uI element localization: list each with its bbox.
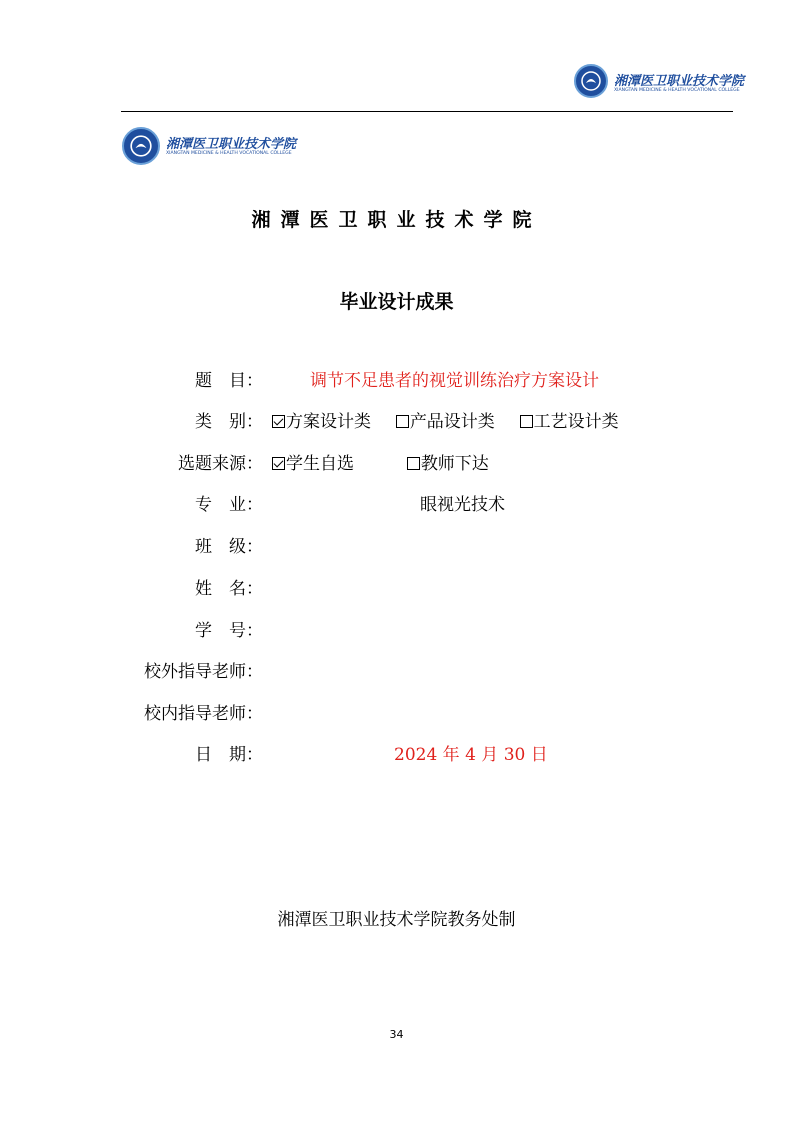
internal-advisor-label: 校内指导老师： bbox=[144, 704, 263, 724]
student-id-label: 学 号： bbox=[195, 621, 263, 641]
category-option-label: 产品设计类 bbox=[409, 412, 495, 432]
name-label: 姓 名： bbox=[195, 579, 263, 599]
header-logo-english: XIANGTAN MEDICINE & HEALTH VOCATIONAL COLLEGE bbox=[614, 88, 740, 93]
major-value: 眼视光技术 bbox=[420, 495, 505, 515]
category-label: 类 别： bbox=[195, 412, 263, 432]
category-option-label: 方案设计类 bbox=[286, 412, 371, 432]
issuer-footer: 湘潭医卫职业技术学院教务处制 bbox=[277, 910, 516, 930]
external-advisor-label: 校外指导老师： bbox=[144, 662, 263, 682]
document-subtitle: 毕业设计成果 bbox=[339, 291, 454, 313]
source-label: 选题来源： bbox=[178, 454, 263, 474]
source-option-label: 教师下达 bbox=[420, 454, 489, 474]
college-emblem-icon bbox=[574, 64, 608, 98]
college-emblem-icon bbox=[122, 127, 160, 165]
category-options bbox=[272, 407, 619, 432]
logo-english: XIANGTAN MEDICINE & HEALTH VOCATIONAL COLLEGE bbox=[166, 151, 292, 156]
major-label: 专 业： bbox=[195, 495, 263, 515]
date-label: 日 期： bbox=[195, 745, 263, 765]
header-logo-name: 湘潭医卫职业技术学院 bbox=[614, 74, 745, 89]
category-checkbox-product[interactable] bbox=[396, 415, 409, 428]
header-divider bbox=[121, 111, 733, 112]
logo-name: 湘潭医卫职业技术学院 bbox=[166, 137, 297, 152]
source-checkbox-student[interactable] bbox=[272, 457, 285, 470]
source-option-label: 学生自选 bbox=[286, 454, 354, 474]
class-label: 班 级： bbox=[195, 537, 263, 557]
date-value: 2024 年 4 月 30 日 bbox=[394, 745, 548, 765]
source-options bbox=[272, 449, 489, 474]
category-checkbox-process[interactable] bbox=[520, 415, 533, 428]
category-checkbox-scheme[interactable] bbox=[272, 415, 285, 428]
source-checkbox-teacher[interactable] bbox=[407, 457, 420, 470]
document-title: 湘潭医卫职业技术学院 bbox=[251, 209, 542, 231]
category-option-label: 工艺设计类 bbox=[533, 412, 619, 432]
topic-value: 调节不足患者的视觉训练治疗方案设计 bbox=[310, 371, 599, 391]
topic-label: 题 目： bbox=[195, 371, 263, 391]
page-number: 34 bbox=[389, 1028, 404, 1041]
